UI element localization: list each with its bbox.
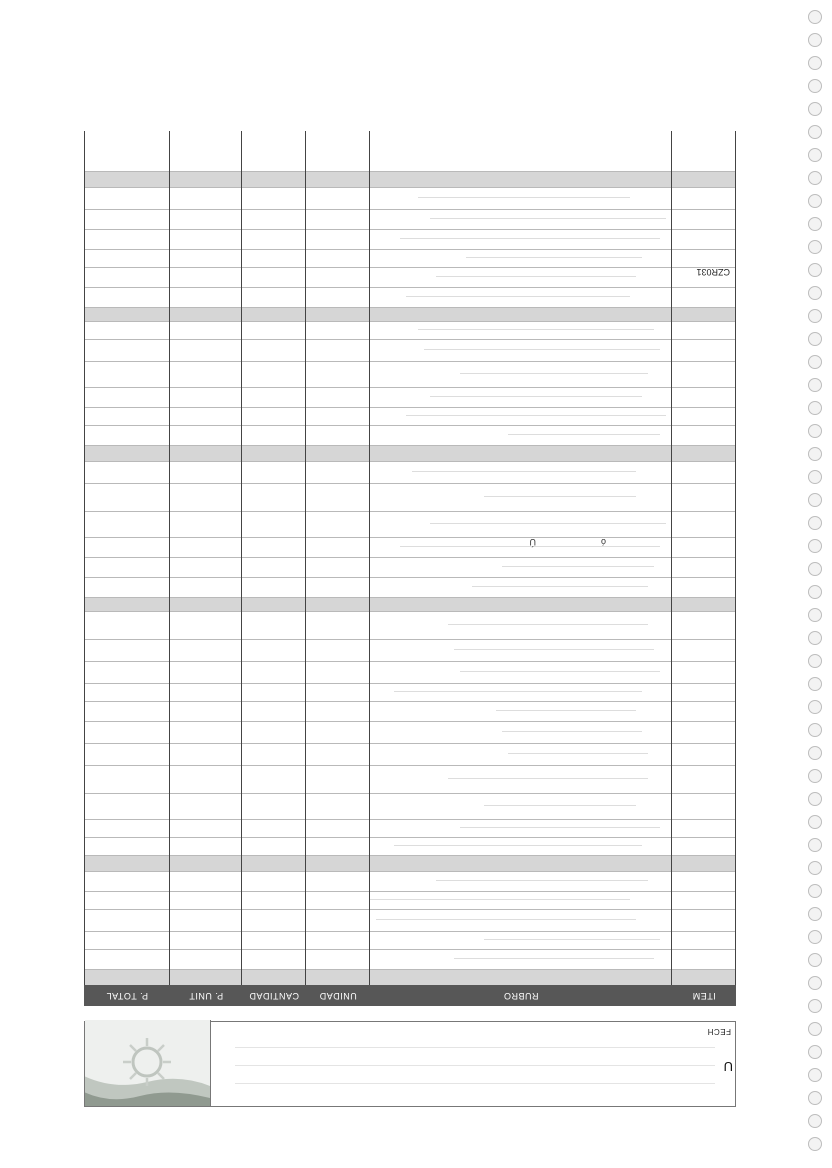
table-row [84, 765, 736, 793]
faint-text-line [394, 691, 642, 692]
binding-ring [808, 56, 822, 70]
table-row [84, 949, 736, 969]
binding-ring [808, 700, 822, 714]
faint-text-line [460, 827, 660, 828]
table-row [84, 577, 736, 597]
faint-text-line [412, 471, 636, 472]
section-row [84, 969, 736, 985]
binding-ring [808, 102, 822, 116]
binding-ring [808, 1091, 822, 1105]
binding-ring [808, 1114, 822, 1128]
faint-text-line [424, 349, 660, 350]
faint-text-line [502, 731, 642, 732]
column-header-unidad: UNIDAD [319, 991, 357, 1001]
binding-ring [808, 792, 822, 806]
table-row [84, 483, 736, 511]
faint-text-line [508, 434, 660, 435]
table-row [84, 339, 736, 361]
spiral-binding [804, 0, 828, 1168]
faint-text-line [406, 296, 630, 297]
table-row [84, 537, 736, 557]
binding-ring [808, 999, 822, 1013]
column-header-ptotal: P. TOTAL [106, 991, 148, 1001]
column-header-rubro: RUBRO [503, 991, 539, 1001]
faint-text-line [484, 496, 636, 497]
table-row [84, 639, 736, 661]
binding-ring [808, 148, 822, 162]
table-row [84, 891, 736, 909]
table-row [84, 931, 736, 949]
table-row [84, 209, 736, 229]
binding-ring [808, 562, 822, 576]
faint-text-line [466, 257, 642, 258]
binding-ring [808, 723, 822, 737]
table-row [84, 267, 736, 287]
binding-ring [808, 240, 822, 254]
column-header-cantidad: CANTIDAD [249, 991, 300, 1001]
column-divider [241, 131, 242, 985]
binding-ring [808, 33, 822, 47]
column-divider [735, 131, 736, 985]
section-row [84, 307, 736, 321]
binding-ring [808, 677, 822, 691]
binding-ring [808, 585, 822, 599]
document-code: CZR031 [696, 267, 730, 277]
faint-text-line [370, 899, 630, 900]
binding-ring [808, 907, 822, 921]
section-row [84, 597, 736, 611]
table-row [84, 661, 736, 683]
table-row [84, 743, 736, 765]
table-row [84, 611, 736, 639]
column-divider [305, 131, 306, 985]
items-table [84, 131, 736, 985]
column-header-bar [84, 985, 736, 1006]
header-faint-line [235, 1083, 715, 1084]
binding-ring [808, 424, 822, 438]
binding-ring [808, 608, 822, 622]
table-row [84, 425, 736, 445]
faint-text-line [400, 238, 660, 239]
binding-ring [808, 332, 822, 346]
text-fragment: Ú [529, 537, 536, 547]
table-row [84, 511, 736, 537]
binding-ring [808, 309, 822, 323]
binding-ring [808, 493, 822, 507]
table-row [84, 909, 736, 931]
column-divider [369, 131, 370, 985]
binding-ring [808, 79, 822, 93]
table-row [84, 461, 736, 483]
table-row [84, 187, 736, 209]
table-row [84, 683, 736, 701]
binding-ring [808, 654, 822, 668]
binding-ring [808, 378, 822, 392]
binding-ring [808, 447, 822, 461]
binding-ring [808, 539, 822, 553]
table-row [84, 871, 736, 891]
binding-ring [808, 930, 822, 944]
table-row [84, 249, 736, 267]
binding-ring [808, 953, 822, 967]
table-row [84, 701, 736, 721]
table-row [84, 387, 736, 407]
header-faint-line [235, 1065, 715, 1066]
header-faint-line [235, 1047, 715, 1048]
faint-text-line [502, 566, 654, 567]
faint-text-line [418, 197, 630, 198]
section-row [84, 855, 736, 871]
faint-text-line [448, 624, 648, 625]
faint-text-line [418, 329, 654, 330]
budget-sheet [84, 131, 736, 1107]
table-row [84, 407, 736, 425]
faint-text-line [430, 523, 666, 524]
binding-ring [808, 976, 822, 990]
faint-text-line [436, 276, 636, 277]
binding-ring [808, 631, 822, 645]
binding-ring [808, 516, 822, 530]
binding-ring [808, 286, 822, 300]
faint-text-line [430, 396, 642, 397]
text-fragment: ó [600, 537, 606, 547]
faint-text-line [484, 939, 660, 940]
binding-ring [808, 815, 822, 829]
header-label-fecha: FECH [707, 1027, 731, 1036]
faint-text-line [454, 958, 654, 959]
faint-text-line [472, 586, 648, 587]
faint-text-line [508, 753, 648, 754]
column-divider [84, 131, 85, 985]
header-box [84, 1021, 736, 1107]
binding-ring [808, 10, 822, 24]
binding-ring [808, 746, 822, 760]
table-row [84, 837, 736, 855]
binding-ring [808, 884, 822, 898]
binding-ring [808, 470, 822, 484]
binding-ring [808, 125, 822, 139]
faint-text-line [484, 805, 636, 806]
table-row [84, 229, 736, 249]
binding-ring [808, 263, 822, 277]
section-row [84, 171, 736, 187]
faint-text-line [448, 778, 648, 779]
table-row [84, 819, 736, 837]
table-row [84, 557, 736, 577]
binding-ring [808, 171, 822, 185]
section-row [84, 445, 736, 461]
faint-text-line [460, 373, 648, 374]
table-row [84, 287, 736, 307]
column-divider [671, 131, 672, 985]
table-row [84, 721, 736, 743]
company-logo [85, 1020, 211, 1106]
column-header-punit: P. UNIT [188, 991, 224, 1001]
header-label-u: U [723, 1059, 733, 1074]
binding-ring [808, 217, 822, 231]
binding-ring [808, 355, 822, 369]
faint-text-line [454, 649, 654, 650]
binding-ring [808, 1137, 822, 1151]
faint-text-line [376, 919, 636, 920]
table-row [84, 793, 736, 819]
table-row [84, 361, 736, 387]
table-row [84, 321, 736, 339]
faint-text-line [460, 671, 660, 672]
column-divider [169, 131, 170, 985]
binding-ring [808, 1045, 822, 1059]
binding-ring [808, 401, 822, 415]
binding-ring [808, 194, 822, 208]
column-header-item: ITEM [692, 991, 716, 1001]
faint-text-line [496, 710, 636, 711]
binding-ring [808, 861, 822, 875]
faint-text-line [394, 845, 642, 846]
faint-text-line [436, 880, 648, 881]
binding-ring [808, 1022, 822, 1036]
faint-text-line [430, 218, 666, 219]
binding-ring [808, 838, 822, 852]
faint-text-line [406, 415, 666, 416]
binding-ring [808, 769, 822, 783]
binding-ring [808, 1068, 822, 1082]
